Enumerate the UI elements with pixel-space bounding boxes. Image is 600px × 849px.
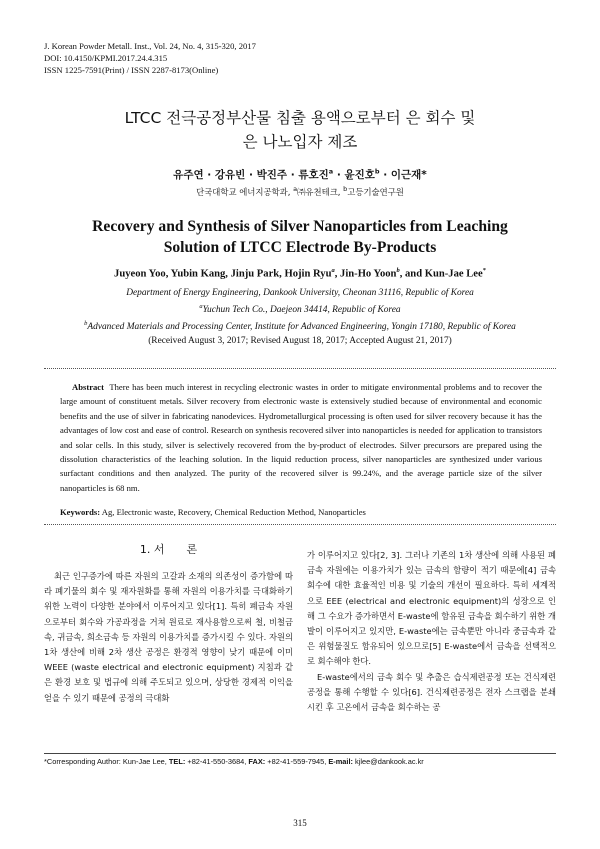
journal-doi: DOI: 10.4150/KPMI.2017.24.4.315 [44,53,168,63]
keywords [60,507,542,517]
section-heading-introduction: 1. 서 론 [139,543,198,556]
korean-title [40,106,560,154]
korean-affil-part: ㈜유천테크, [297,186,344,197]
paragraph: 가 이루어지고 있다[2, 3]. 그러나 기존의 1차 생산에 의해 사용된 폐금속 자원에는 이용가치가 있는 금속의 함량이 적기 때문에[4] 금속 회수에 대한 효율적인 비용 및 기술의 개선이 필요하다. 특히 세계적으로 EEE (electrical and electronic equipment)의 성장으로 인해 그 수요가 증가하면서 E-waste에 함유된 금속을 회수하기 위한 개발이 이루어지고 있지만, E-waste에는 금속뿐만 아니라 중금속과 같은 위험물질도 함유되어 있으므로[5] E-waste에서 금속을 선택적으로 회수해야 한다. [307,550,556,667]
keywords-label: Keywords: [60,507,101,517]
footnote-part: kjlee@dankook.ac.kr [352,757,424,766]
english-authors-part: , and Kun-Jae Lee [399,268,483,280]
corresponding-author-footnote [44,757,424,766]
paragraph: 최근 인구증가에 따른 자원의 고갈과 소재의 의존성이 증가함에 따라 폐기물의 회수 및 재자원화를 통해 자원의 이용가치를 극대화하기 위한 노력이 다양한 분야에서 이루어지고 있다[1]. 특히 폐금속 자원으로부터 회수와 가공과정을 거쳐 원료로 재사용함으로써 철, 비철금속, 귀금속, 희소금속 등 자원의 이용가치를 증가시킬 수 있다. 자원의 1차 생산에 비해 2차 생산 공정은 환경적 영향이 낮기 때문에 이미 WEEE (waste electrical and electronic equipment) 지침과 같은 환경 보호 및 법규에 의해 주도되고 있으며, 상당한 경제적 이익을 얻을 수 있기 때문에 공정의 극대화 [44,571,293,703]
affiliation-3 [30,317,570,334]
affiliation-1: Department of Energy Engineering, Dankook University, Cheonan 31116, Republic of Korea [126,288,474,298]
english-affiliations [30,286,570,348]
journal-citation [44,40,256,76]
paragraph: E-waste에서의 금속 회수 및 추출은 습식제련공정 또는 건식제련공정을 통해 수행할 수 있다[6]. 건식제련공정은 전자 스크랩을 분쇄시킨 후 고온에서 금속을 회수하는 공 [307,671,556,713]
affil-mark: a [199,303,203,310]
affil-mark: a [331,267,335,274]
affiliation-2-text: Yuchun Tech Co., Daejeon 34414, Republic of Korea [202,305,401,316]
received-dates: (Received August 3, 2017; Revised August 18, 2017; Accepted August 21, 2017) [148,336,452,347]
english-authors-part: , Jin-Ho Yoon [334,268,397,280]
abstract-text: There has been much interest in recycling electronic wastes in order to mitigate environmental problems and to recover the large amount of constituent metals. Silver recovery from electronic waste is extensively studied because of environmental and economic benefits and the use of silver in fabricating nanodevices. Hydrometallurgical processing is often used for silver recovery because it has the advantages of low cost and ease of control. Research on synthesis recovered silver into nanoparticles is needed for application to transistors and solar cells. In this study, silver is selectively recovered from the by-product of electrodes. Silver precursors are prepared using the dissolution characteristics of the leaching solution. In the liquid reduction process, silver nanoparticles are synthesized under various surfactant conditions and then analyzed. The purity of the recovered silver is 99.24%, and the average particle size of the silver nanoparticles is 68 nm. [60,382,542,493]
abstract-top-divider [44,368,556,369]
korean-authors-part: 유주연 · 강유빈 · 박진주 · 류호진 [173,169,329,181]
english-authors [30,267,570,280]
korean-title-line-1: LTCC 전극공정부산물 침출 용액으로부터 은 회수 및 [124,109,476,127]
footnote-label: FAX: [248,757,266,766]
abstract-bottom-divider [44,524,556,525]
korean-affiliations [40,185,560,198]
page-number: 315 [293,818,307,828]
body-column-right [307,548,556,715]
keywords-text: Ag, Electronic waste, Recovery, Chemical Reduction Method, Nanoparticles [101,507,366,517]
affil-mark: b [374,167,380,176]
english-title-line-2: Solution of LTCC Electrode By-Products [163,239,437,256]
affiliation-2 [30,300,570,317]
abstract [60,380,542,495]
footnote-label: E-mail: [328,757,353,766]
footnote-part: *Corresponding Author: Kun-Jae Lee, [44,757,169,766]
english-title-line-1: Recovery and Synthesis of Silver Nanoparticles from Leaching [92,218,508,235]
korean-title-line-2: 은 나노입자 제조 [242,133,358,151]
korean-authors-part: · 윤진호 [333,169,375,181]
journal-issn: ISSN 1225-7591(Print) / ISSN 2287-8173(Online) [44,65,219,75]
journal-line-1: J. Korean Powder Metall. Inst., Vol. 24, No. 4, 315-320, 2017 [44,41,256,51]
footnote-part: +82-41-550-3684, [185,757,249,766]
affil-mark: b [84,320,88,328]
english-authors-part: Juyeon Yoo, Yubin Kang, Jinju Park, Hojin Ryu [114,268,332,280]
english-title [40,216,560,258]
footnote-part: +82-41-559-7945, [265,757,329,766]
korean-affil-part: 고등기술연구원 [347,186,404,197]
body-column-left [44,569,293,706]
korean-affil-part: 단국대학교 에너지공학과, [196,186,294,197]
affil-mark: a [293,185,298,193]
affil-mark: b [343,185,348,193]
korean-authors [40,167,560,182]
affil-mark: a [328,167,334,176]
affil-mark: b [396,267,400,274]
affiliation-3-text: Advanced Materials and Processing Center, Institute for Advanced Engineering, Yongin 17180, Republic of Korea [87,322,516,333]
abstract-label: Abstract [72,382,104,392]
footnote-label: TEL: [168,757,186,766]
corresponding-mark: * [482,267,486,274]
footnote-divider [44,753,556,754]
korean-authors-part: · 이근재* [379,169,427,181]
